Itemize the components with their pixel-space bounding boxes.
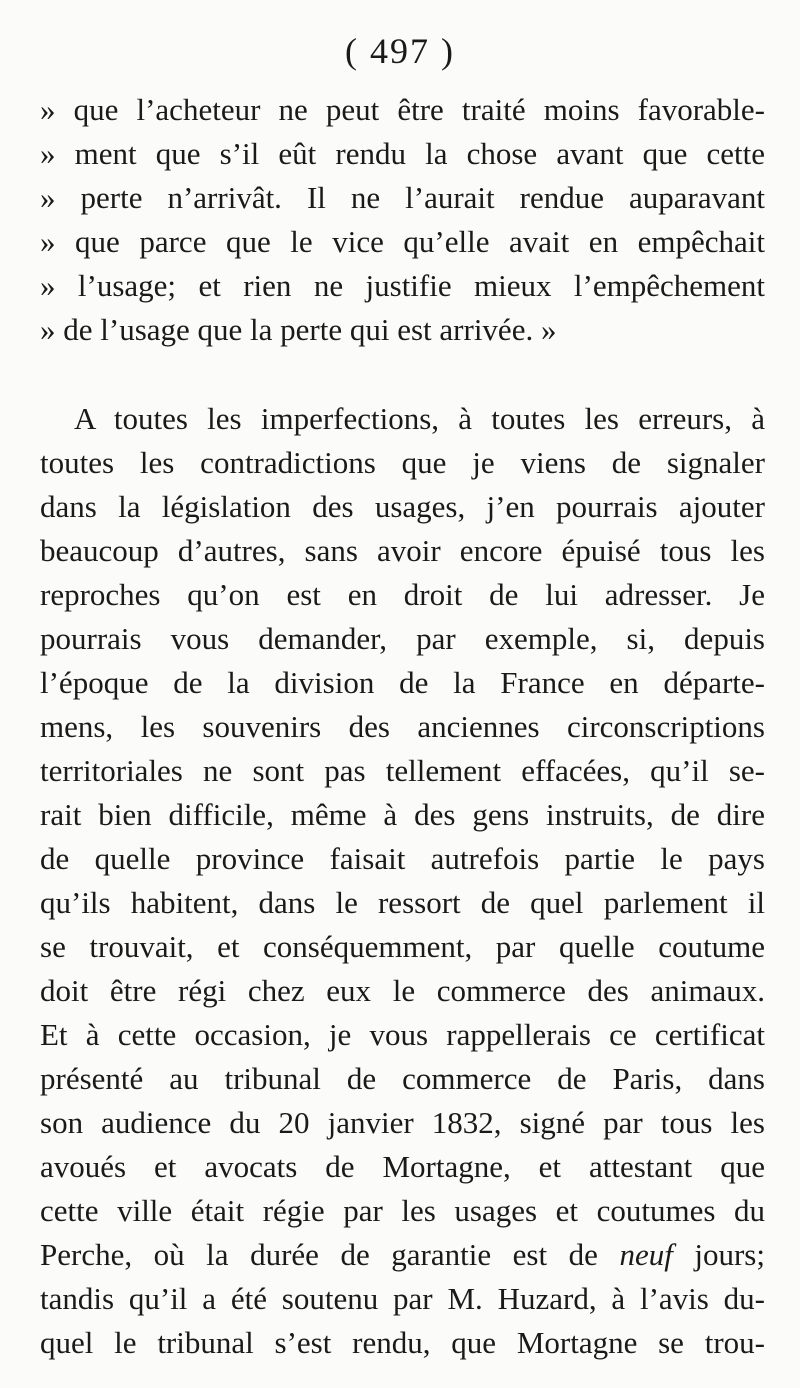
- line-text: Perche, où la durée de garantie est de: [40, 1237, 620, 1272]
- line-text: jours;: [672, 1237, 765, 1272]
- paragraph-line: présenté au tribunal de commerce de Paris, dans: [40, 1061, 765, 1096]
- paragraph-line: territoriales ne sont pas tellement effacées, qu’il se-: [40, 753, 765, 788]
- paragraph-line: avoués et avocats de Mortagne, et attestant que: [40, 1149, 765, 1184]
- paragraph-line: mens, les souvenirs des anciennes circonscriptions: [40, 709, 765, 744]
- quote-line: » de l’usage que la perte qui est arrivée. »: [40, 312, 557, 347]
- paragraph-line: rait bien difficile, même à des gens instruits, de dire: [40, 797, 765, 832]
- quote-line: » l’usage; et rien ne justifie mieux l’empêchement: [40, 268, 765, 303]
- paragraph-line: Et à cette occasion, je vous rappellerais ce certificat: [40, 1017, 765, 1052]
- paragraph-line-italic-word: [40, 1233, 765, 1277]
- paragraph-line: de quelle province faisait autrefois partie le pays: [40, 841, 765, 876]
- paragraph-line: l’époque de la division de la France en départe-: [40, 665, 765, 700]
- paragraph-line: A toutes les imperfections, à toutes les erreurs, à: [74, 401, 765, 436]
- paragraph-line: tandis qu’il a été soutenu par M. Huzard, à l’avis du-: [40, 1281, 765, 1316]
- paragraph-line: toutes les contradictions que je viens de signaler: [40, 445, 765, 480]
- page-number: ( 497 ): [345, 31, 455, 71]
- quote-line: » que parce que le vice qu’elle avait en empêchait: [40, 224, 765, 259]
- quote-line: » que l’acheteur ne peut être traité moins favorable-: [40, 92, 765, 127]
- paragraph-line: beaucoup d’autres, sans avoir encore épuisé tous les: [40, 533, 765, 568]
- paragraph-line: dans la législation des usages, j’en pourrais ajouter: [40, 489, 765, 524]
- paragraph-line: reproches qu’on est en droit de lui adresser. Je: [40, 577, 765, 612]
- quote-line: » perte n’arrivât. Il ne l’aurait rendue auparavant: [40, 180, 765, 215]
- paragraph-line: cette ville était régie par les usages et coutumes du: [40, 1193, 765, 1228]
- paragraph-line: se trouvait, et conséquemment, par quelle coutume: [40, 929, 765, 964]
- paragraph-line: pourrais vous demander, par exemple, si, depuis: [40, 621, 765, 656]
- paragraph-line: doit être régi chez eux le commerce des animaux.: [40, 973, 765, 1008]
- quote-line: » ment que s’il eût rendu la chose avant que cette: [40, 136, 765, 171]
- paragraph-line: son audience du 20 janvier 1832, signé par tous les: [40, 1105, 765, 1140]
- paragraph-line: quel le tribunal s’est rendu, que Mortagne se trou-: [40, 1325, 765, 1360]
- italic-word: neuf: [619, 1237, 673, 1272]
- paragraph-line: qu’ils habitent, dans le ressort de quel parlement il: [40, 885, 765, 920]
